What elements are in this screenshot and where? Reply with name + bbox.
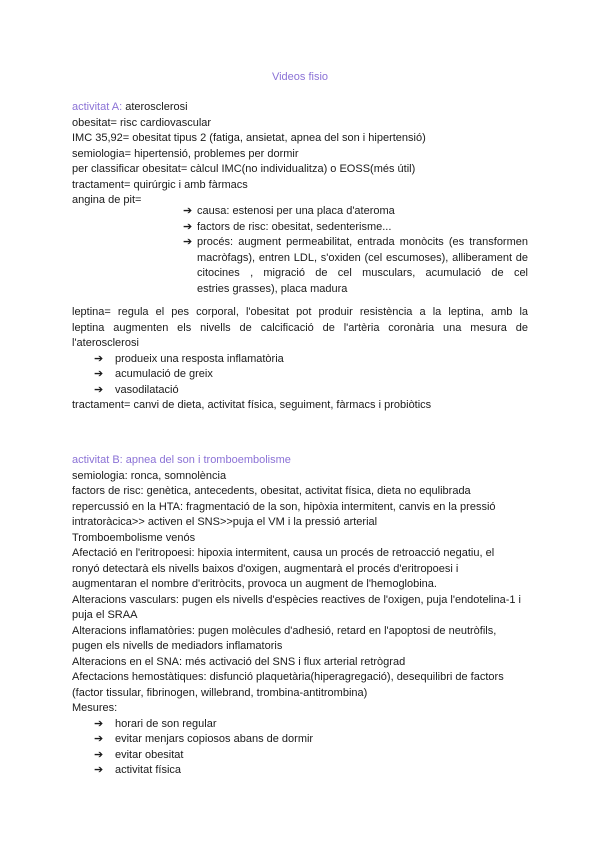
list-item-cont: estries grasses), placa madura [197, 282, 348, 295]
list-item: vasodilatació [115, 383, 179, 396]
list-item: horari de son regular [115, 717, 217, 730]
text-line: ronyó detectarà els nivells baixos d'oxigen, augmentarà el procés d'eritropoesi i [72, 562, 459, 575]
text-line: repercussió en la HTA: fragmentació de la son, hipòxia intermitent, canvis en la pressió [72, 500, 496, 513]
text-line: Alteracions inflamatòries: pugen molècules d'adhesió, retard en l'apoptosi de neutròfils, [72, 624, 497, 637]
arrow-bullet-icon: ➔ [183, 205, 193, 217]
text-line: angina de pit= [72, 194, 142, 206]
text-line: semiologia= hipertensió, problemes per dormir [72, 147, 299, 160]
list-item-cont: citocines , migració de cel musculars, acumulació de cel [197, 267, 528, 279]
section-b-heading: activitat B: apnea del son i tromboembolisme [72, 454, 291, 466]
list-item: causa: estenosi per una placa d'ateroma [197, 205, 395, 217]
arrow-bullet-icon: ➔ [94, 368, 104, 380]
arrow-bullet-icon: ➔ [94, 748, 104, 761]
text-line: IMC 35,92= obesitat tipus 2 (fatiga, ansietat, apnea del son i hipertensió) [72, 132, 426, 144]
section-a-label: activitat A: [72, 101, 123, 113]
text-line: semiologia: ronca, somnolència [72, 469, 227, 482]
text-line: leptina= regula el pes corporal, l'obesitat pot produir resistència a la leptina, amb la [72, 306, 528, 318]
arrow-bullet-icon: ➔ [183, 220, 193, 233]
text-line: (factor tissular, fibrinogen, willebrand, trombina-antitrombina) [72, 686, 368, 699]
text-line: factors de risc: genètica, antecedents, obesitat, activitat física, dieta no equlibrada [72, 485, 471, 497]
text-line: tractament= quirúrgic i amb fàrmacs [72, 178, 248, 191]
section-a-topic: aterosclerosi [125, 101, 188, 113]
list-item: factors de risc: obesitat, sedenterisme... [197, 220, 392, 233]
list-item: evitar obesitat [115, 748, 184, 761]
arrow-bullet-icon: ➔ [94, 764, 104, 776]
list-item: activitat física [115, 764, 182, 776]
text-line: leptina augmenten els nivells de calcificació de l'artèria coronària una mesura de [72, 321, 528, 334]
text-line: l'aterosclerosi [72, 337, 139, 349]
arrow-bullet-icon: ➔ [94, 733, 104, 745]
arrow-bullet-icon: ➔ [183, 236, 193, 248]
text-line: Afectació en l'eritropoesi: hipoxia intermitent, causa un procés de retroacció negatiu, el [72, 547, 495, 559]
list-item: evitar menjars copiosos abans de dormir [115, 733, 314, 745]
list-item-cont: macròfags), entren LDL, s'oxiden (cel escumoses), alliberament de [197, 251, 528, 264]
text-line: tractament= canvi de dieta, activitat física, seguiment, fàrmacs i probiòtics [72, 399, 432, 411]
text-line: pugen els nivells de mediadors inflamatoris [72, 640, 283, 652]
text-line: obesitat= risc cardiovascular [72, 116, 212, 129]
text-line: intratoràcica>> activen el SNS>>puja el VM i la pressió arterial [72, 516, 378, 528]
list-item: produeix una resposta inflamatòria [115, 352, 284, 365]
arrow-bullet-icon: ➔ [94, 352, 104, 365]
list-item: acumulació de greix [115, 368, 213, 380]
text-line: Alteracions en el SNA: més activació del SNS i flux arterial retrògrad [72, 655, 406, 668]
arrow-bullet-icon: ➔ [94, 717, 104, 730]
text-line: Tromboembolisme venós [72, 531, 196, 544]
text-line: Alteracions vasculars: pugen els nivells d'espècies reactives de l'oxigen, puja l'endotelina-1 i [72, 593, 521, 606]
section-a-heading [72, 100, 528, 116]
document-title: Videos fisio [271, 71, 329, 83]
text-line: Afectacions hemostàtiques: disfunció plaquetària(hiperagregació), desequilibri de factors [72, 671, 504, 683]
list-item: procés: augment permeabilitat, entrada monòcits (es transformen [197, 236, 528, 248]
arrow-bullet-icon: ➔ [94, 383, 104, 396]
text-line: puja el SRAA [72, 609, 138, 621]
text-line: augmentaran el nombre d'eritròcits, provoca un augment de l'hemoglobina. [72, 578, 437, 590]
text-line: per classificar obesitat= càlcul IMC(no individualitza) o EOSS(més útil) [72, 163, 416, 175]
text-line: Mesures: [72, 702, 118, 714]
